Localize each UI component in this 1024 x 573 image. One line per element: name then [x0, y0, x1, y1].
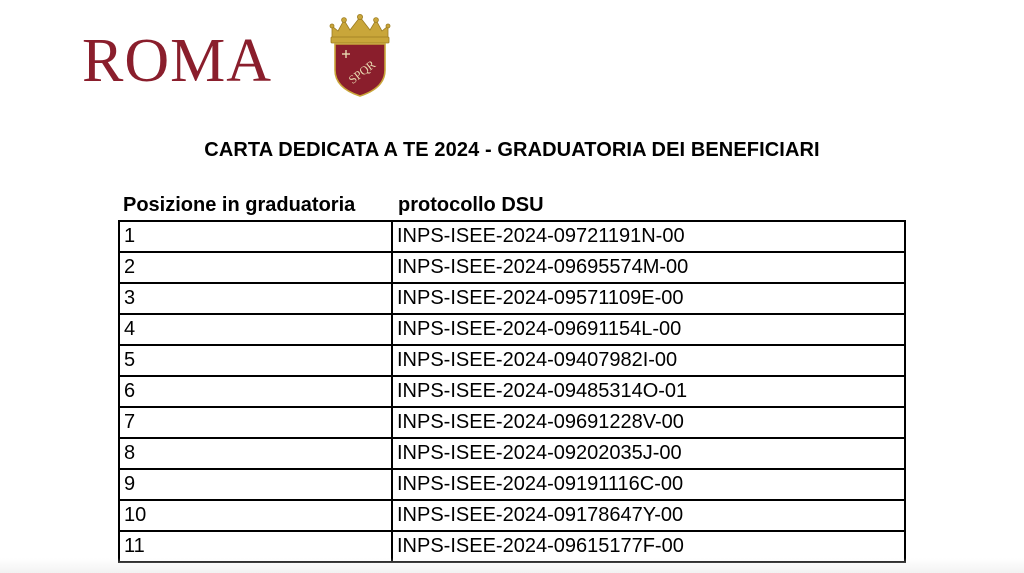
- position-cell: 9: [119, 469, 392, 500]
- table-row: [119, 252, 905, 283]
- protocol-cell: INPS-ISEE-2024-09485314O-01: [392, 376, 905, 407]
- protocol-cell: INPS-ISEE-2024-09695574M-00: [392, 252, 905, 283]
- position-cell: 7: [119, 407, 392, 438]
- position-cell: 4: [119, 314, 392, 345]
- column-header-protocol: protocollo DSU: [398, 194, 544, 216]
- table-row: [119, 221, 905, 252]
- position-cell: 11: [119, 531, 392, 562]
- rome-crest-icon: [326, 14, 394, 98]
- roma-logo-text: ROMA: [82, 27, 273, 95]
- table-row: [119, 469, 905, 500]
- protocol-cell: INPS-ISEE-2024-09191116C-00: [392, 469, 905, 500]
- column-header-position: Posizione in graduatoria: [123, 194, 356, 216]
- crest-text: SPQR: [345, 57, 379, 87]
- position-cell: 3: [119, 283, 392, 314]
- position-cell: 10: [119, 500, 392, 531]
- table-row: [119, 376, 905, 407]
- protocol-cell: INPS-ISEE-2024-09202035J-00: [392, 438, 905, 469]
- table-row: [119, 314, 905, 345]
- table-column-headers: [118, 194, 904, 220]
- position-cell: 5: [119, 345, 392, 376]
- protocol-cell: INPS-ISEE-2024-09691228V-00: [392, 407, 905, 438]
- protocol-cell: INPS-ISEE-2024-09407982I-00: [392, 345, 905, 376]
- document-title: CARTA DEDICATA A TE 2024 - GRADUATORIA DEI BENEFICIARI: [204, 139, 820, 161]
- protocol-cell: INPS-ISEE-2024-09615177F-00: [392, 531, 905, 562]
- table-row: [119, 407, 905, 438]
- protocol-cell: INPS-ISEE-2024-09721191N-00: [392, 221, 905, 252]
- position-cell: 2: [119, 252, 392, 283]
- table-row: [119, 500, 905, 531]
- table-row: [119, 345, 905, 376]
- protocol-cell: INPS-ISEE-2024-09178647Y-00: [392, 500, 905, 531]
- table-row: [119, 531, 905, 562]
- page-header: [0, 0, 1024, 120]
- protocol-cell: INPS-ISEE-2024-09571109E-00: [392, 283, 905, 314]
- position-cell: 1: [119, 221, 392, 252]
- position-cell: 8: [119, 438, 392, 469]
- protocol-cell: INPS-ISEE-2024-09691154L-00: [392, 314, 905, 345]
- table-row: [119, 438, 905, 469]
- table-row: [119, 283, 905, 314]
- beneficiaries-table: [118, 220, 906, 563]
- position-cell: 6: [119, 376, 392, 407]
